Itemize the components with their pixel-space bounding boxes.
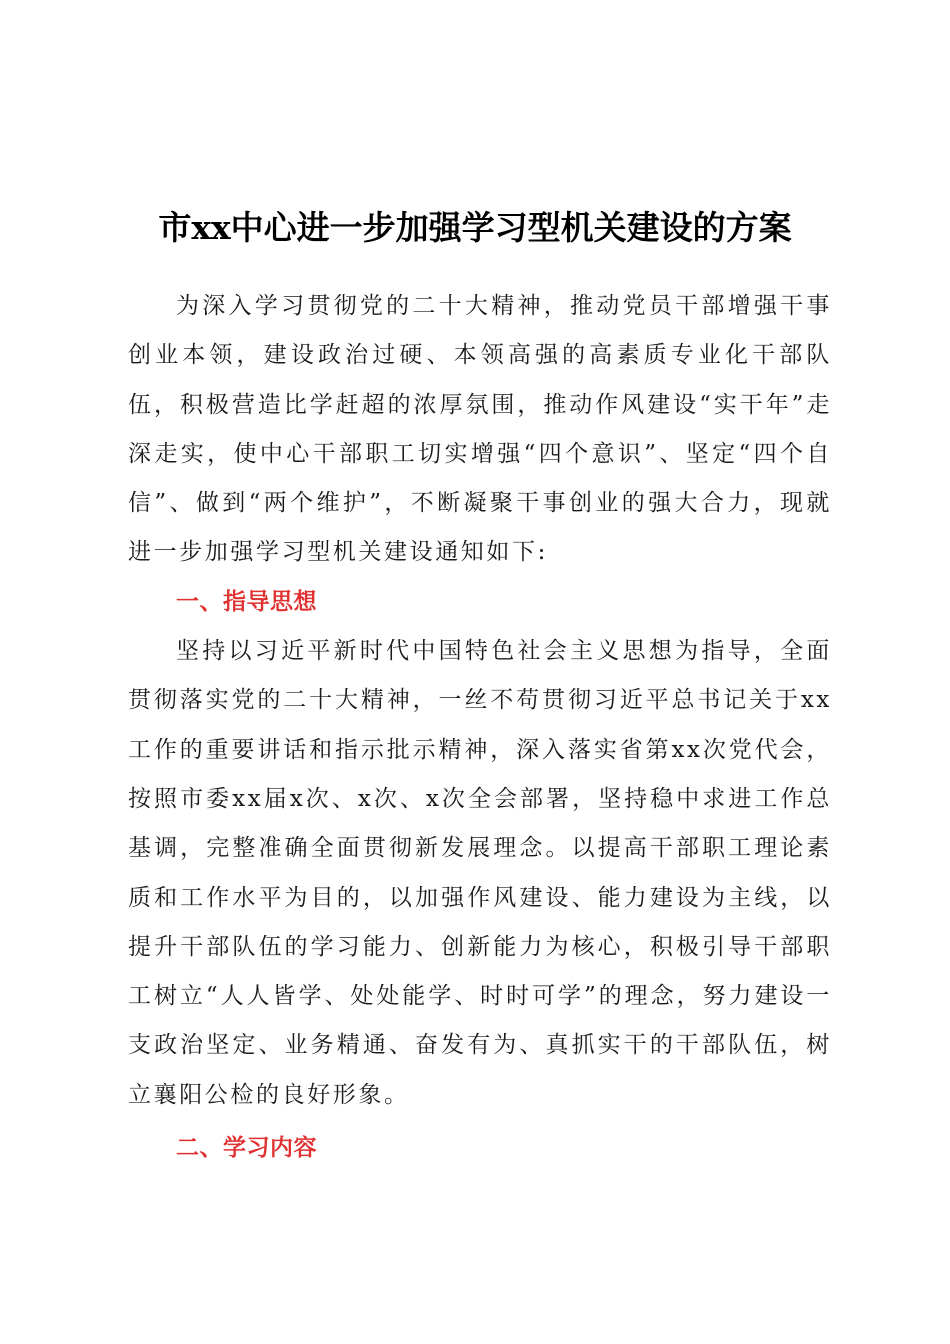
section-heading-guiding-ideology: 一、指导思想 (176, 588, 317, 615)
intro-paragraph: 为深入学习贯彻党的二十大精神，推动党员干部增强干事创业本领，建设政治过硬、本领高强的高素质专业化干部队伍，积极营造比学赶超的浓厚氛围，推动作风建设“实干年”走深走实，使中心干部职工切实增强“四个意识”、坚定“四个自信”、做到“两个维护”，不断凝聚干事创业的强大合力，现就进一步加强学习型机关建设通知如下: (128, 293, 832, 566)
guiding-ideology-paragraph: 坚持以习近平新时代中国特色社会主义思想为指导，全面贯彻落实党的二十大精神，一丝不苟贯彻习近平总书记关于xx工作的重要讲话和指示批示精神，深入落实省第xx次党代会，按照市委xx届x次、x次、x次全会部署，坚持稳中求进工作总基调，完整准确全面贯彻新发展理念。以提高干部职工理论素质和工作水平为目的，以加强作风建设、能力建设为主线，以提升干部队伍的学习能力、创新能力为核心，积极引导干部职工树立“人人皆学、处处能学、时时可学”的理念，努力建设一支政治坚定、业务精通、奋发有为、真抓实干的干部队伍，树立襄阳公检的良好形象。 (128, 638, 832, 1108)
document-title: 市xx中心进一步加强学习型机关建设的方案 (158, 208, 792, 247)
section-heading-study-content: 二、学习内容 (176, 1135, 317, 1162)
document-body (128, 282, 832, 1173)
